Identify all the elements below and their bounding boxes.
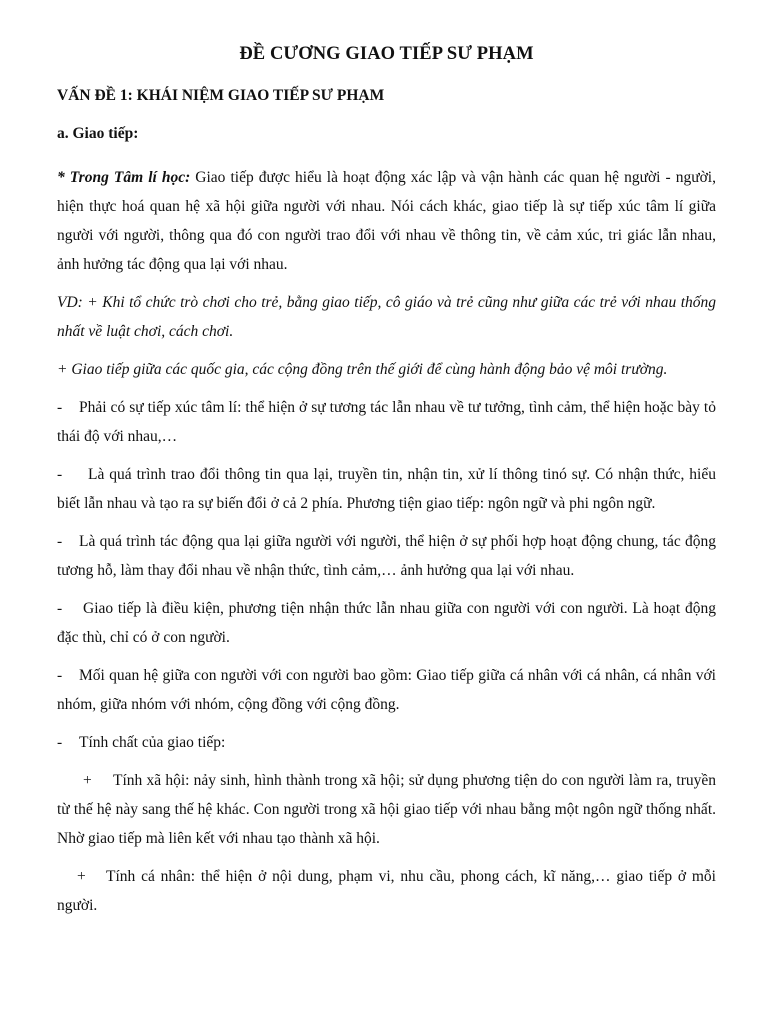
bullet-paragraph (57, 594, 716, 652)
bullet-marker: - (57, 533, 63, 550)
definition-text: Giao tiếp được hiểu là hoạt động xác lập và vận hành các quan hệ người - người, hiện thực hoá quan hệ xã hội giữa người với nhau. Nói cách khác, giao tiếp là sự tiếp xúc tâm lí giữa người với người, thông qua đó con người trao đổi với nhau về thông tin, về cảm xúc, tri giác lẫn nhau, ảnh hưởng tác động qua lại với nhau. (57, 169, 716, 273)
bullet-text: Giao tiếp là điều kiện, phương tiện nhận thức lẫn nhau giữa con người với con người. Là hoạt động đặc thù, chỉ có ở con người. (57, 600, 716, 646)
example-paragraph-1: VD: + Khi tổ chức trò chơi cho trẻ, bằng giao tiếp, cô giáo và trẻ cũng như giữa các trẻ với nhau thống nhất về luật chơi, cách chơi. (57, 294, 716, 340)
sub-bullet-marker: + (83, 772, 92, 789)
definition-paragraph (57, 163, 716, 279)
bullet-text: Phải có sự tiếp xúc tâm lí: thể hiện ở sự tương tác lẫn nhau về tư tưởng, tình cảm, thể hiện hoặc bày tỏ thái độ với nhau,… (57, 399, 716, 445)
bullet-marker: - (57, 399, 63, 416)
bullet-paragraph (57, 661, 716, 719)
bullet-marker: - (57, 667, 63, 684)
definition-label: * Trong Tâm lí học: (57, 169, 191, 186)
bullet-marker: - (57, 600, 63, 617)
bullet-text: Tính chất của giao tiếp: (79, 734, 226, 751)
bullet-text: Mối quan hệ giữa con người với con người bao gồm: Giao tiếp giữa cá nhân với cá nhân, cá nhân với nhóm, giữa nhóm với nhóm, cộng đồng với cộng đồng. (57, 667, 716, 713)
sub-bullet-paragraph (57, 862, 716, 920)
section-heading: VẤN ĐỀ 1: KHÁI NIỆM GIAO TIẾP SƯ PHẠM (57, 87, 385, 104)
bullet-paragraph (57, 728, 716, 757)
sub-bullet-text: Tính xã hội: nảy sinh, hình thành trong xã hội; sử dụng phương tiện do con người làm ra, truyền từ thế hệ này sang thế hệ khác. Con người trong xã hội giao tiếp với nhau bằng một ngôn ngữ thống nhất. Nhờ giao tiếp mà liên kết với nhau tạo thành xã hội. (57, 772, 716, 847)
subheading: a. Giao tiếp: (57, 125, 139, 142)
document-title: ĐỀ CƯƠNG GIAO TIẾP SƯ PHẠM (239, 44, 534, 64)
bullet-text: Là quá trình tác động qua lại giữa người với người, thể hiện ở sự phối hợp hoạt động chung, tác động tương hỗ, làm thay đổi nhau về nhận thức, tình cảm,… ảnh hưởng qua lại với nhau. (57, 533, 716, 579)
bullet-text: Là quá trình trao đổi thông tin qua lại, truyền tin, nhận tin, xử lí thông tinó sự. Có nhận thức, hiểu biết lẫn nhau và tạo ra sự biến đổi ở cả 2 phía. Phương tiện giao tiếp: ngôn ngữ và phi ngôn ngữ. (57, 466, 716, 512)
sub-bullet-text: Tính cá nhân: thể hiện ở nội dung, phạm vi, nhu cầu, phong cách, kĩ năng,… giao tiếp ở mỗi người. (57, 868, 716, 914)
sub-bullet-paragraph (57, 766, 716, 853)
example-paragraph-2: + Giao tiếp giữa các quốc gia, các cộng đồng trên thế giới để cùng hành động bảo vệ môi trường. (57, 361, 668, 378)
document-page (57, 44, 716, 929)
bullet-paragraph (57, 393, 716, 451)
bullet-paragraph (57, 527, 716, 585)
sub-bullet-marker: + (77, 868, 86, 885)
bullet-marker: - (57, 466, 63, 483)
bullet-paragraph (57, 460, 716, 518)
bullet-marker: - (57, 734, 63, 751)
